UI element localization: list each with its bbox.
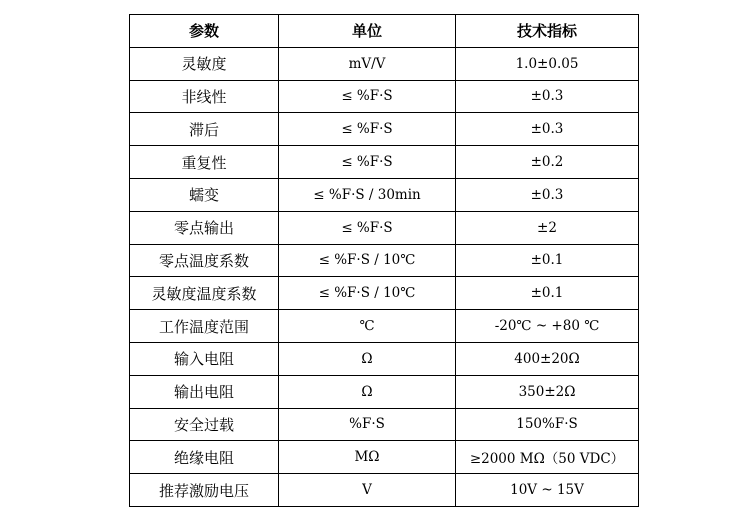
table-row xyxy=(130,441,639,474)
param-cell: 滞后 xyxy=(130,113,279,146)
unit-cell: Ω xyxy=(279,375,456,408)
value-cell: ±0.2 xyxy=(456,146,639,179)
value-cell: ±0.3 xyxy=(456,80,639,113)
value-cell: ≥2000 MΩ（50 VDC） xyxy=(456,441,639,474)
unit-cell: mV/V xyxy=(279,47,456,80)
unit-cell: ≤ %F·S / 10℃ xyxy=(279,244,456,277)
unit-cell: ≤ %F·S xyxy=(279,113,456,146)
table-row xyxy=(130,211,639,244)
table-row xyxy=(130,342,639,375)
table-row xyxy=(130,310,639,343)
param-cell: 非线性 xyxy=(130,80,279,113)
unit-cell: %F·S xyxy=(279,408,456,441)
param-cell: 灵敏度 xyxy=(130,47,279,80)
table-row xyxy=(130,408,639,441)
spec-table xyxy=(129,14,639,507)
unit-cell: Ω xyxy=(279,342,456,375)
table-row xyxy=(130,244,639,277)
unit-cell: MΩ xyxy=(279,441,456,474)
table-row xyxy=(130,375,639,408)
table-row xyxy=(130,113,639,146)
value-cell: 350±2Ω xyxy=(456,375,639,408)
unit-cell: V xyxy=(279,474,456,507)
value-cell: ±2 xyxy=(456,211,639,244)
unit-cell: ≤ %F·S / 30min xyxy=(279,178,456,211)
value-cell: 400±20Ω xyxy=(456,342,639,375)
param-cell: 推荐激励电压 xyxy=(130,474,279,507)
table-header-row xyxy=(130,15,639,48)
table-row xyxy=(130,146,639,179)
header-spec: 技术指标 xyxy=(456,15,639,48)
value-cell: ±0.1 xyxy=(456,244,639,277)
param-cell: 安全过载 xyxy=(130,408,279,441)
param-cell: 输入电阻 xyxy=(130,342,279,375)
header-parameter: 参数 xyxy=(130,15,279,48)
table-row xyxy=(130,277,639,310)
value-cell: 10V ~ 15V xyxy=(456,474,639,507)
value-cell: 150%F·S xyxy=(456,408,639,441)
value-cell: ±0.3 xyxy=(456,113,639,146)
param-cell: 绝缘电阻 xyxy=(130,441,279,474)
value-cell: -20℃ ~ +80 ℃ xyxy=(456,310,639,343)
header-unit: 单位 xyxy=(279,15,456,48)
table-row xyxy=(130,178,639,211)
value-cell: ±0.1 xyxy=(456,277,639,310)
param-cell: 零点温度系数 xyxy=(130,244,279,277)
param-cell: 零点输出 xyxy=(130,211,279,244)
value-cell: 1.0±0.05 xyxy=(456,47,639,80)
param-cell: 重复性 xyxy=(130,146,279,179)
unit-cell: ≤ %F·S / 10℃ xyxy=(279,277,456,310)
param-cell: 灵敏度温度系数 xyxy=(130,277,279,310)
table-row xyxy=(130,474,639,507)
value-cell: ±0.3 xyxy=(456,178,639,211)
table-row xyxy=(130,47,639,80)
param-cell: 工作温度范围 xyxy=(130,310,279,343)
unit-cell: ≤ %F·S xyxy=(279,146,456,179)
table-row xyxy=(130,80,639,113)
unit-cell: ≤ %F·S xyxy=(279,80,456,113)
param-cell: 蠕变 xyxy=(130,178,279,211)
unit-cell: ℃ xyxy=(279,310,456,343)
unit-cell: ≤ %F·S xyxy=(279,211,456,244)
param-cell: 输出电阻 xyxy=(130,375,279,408)
